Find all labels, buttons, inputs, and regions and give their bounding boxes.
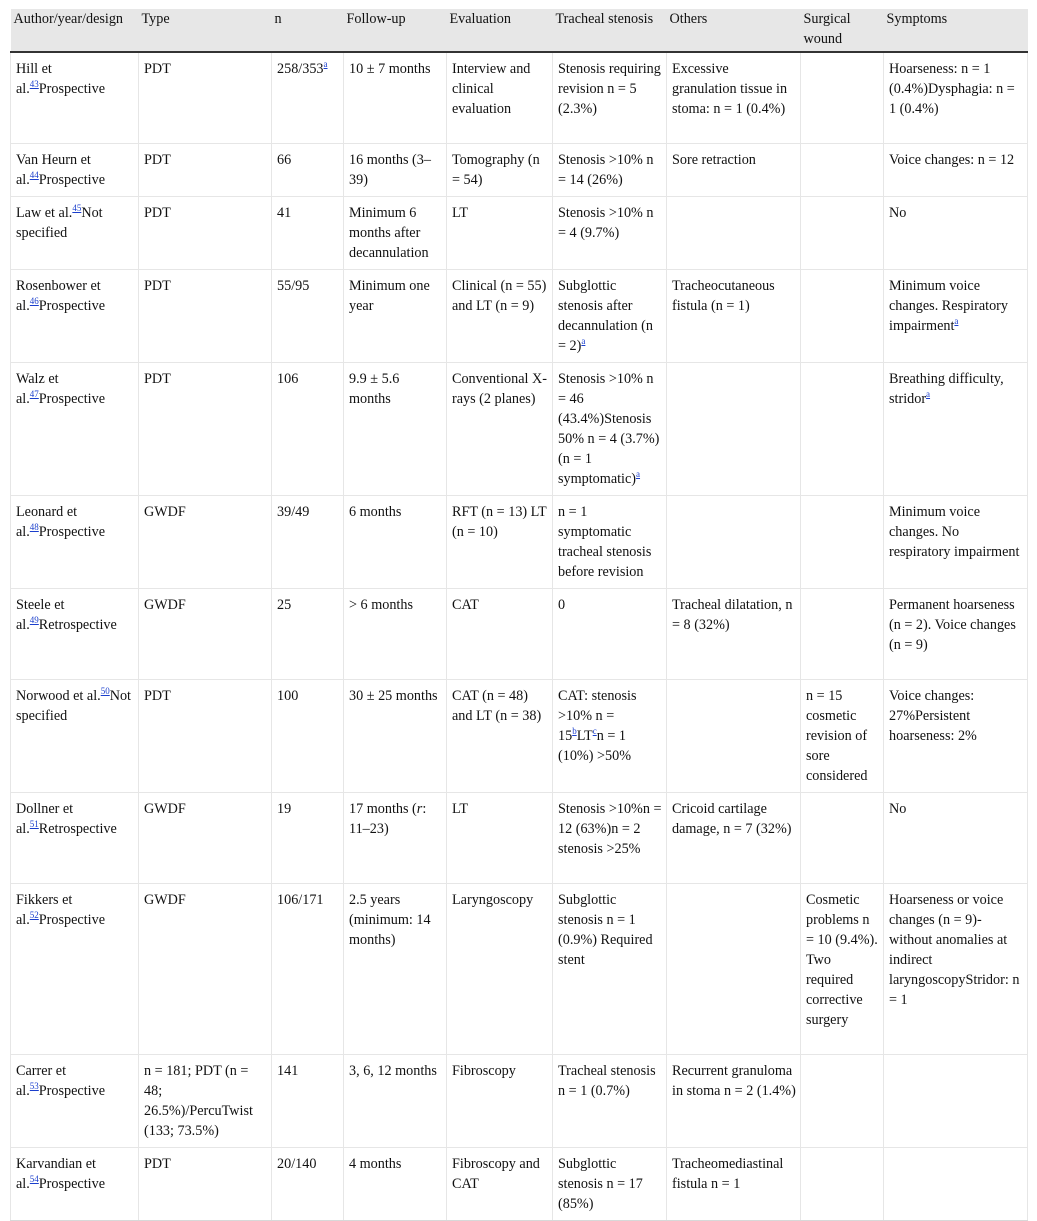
type-cell: PDT (139, 1147, 272, 1220)
others-cell (667, 362, 801, 495)
author-cell: Steele et al.$^{49}$Retrospective (11, 588, 139, 679)
table-row (11, 143, 1028, 196)
reference-link[interactable]: 54 (29, 1173, 39, 1184)
footnote-link[interactable]: a (323, 59, 328, 69)
stenosis-cell: Subglottic stenosis n = 1 (0.9%) Required stent (553, 883, 667, 1054)
reference-link[interactable]: 44 (29, 169, 39, 180)
followup-cell: > 6 months (344, 588, 447, 679)
reference-link[interactable]: 46 (29, 295, 39, 306)
evaluation-cell: Laryngoscopy (447, 883, 553, 1054)
symptoms-cell: Breathing difficulty, stridor$^a$ (884, 362, 1028, 495)
reference-link[interactable]: 53 (29, 1080, 39, 1091)
type-cell: n = 181; PDT (n = 48; 26.5%)/PercuTwist (133; 73.5%) (139, 1054, 272, 1147)
type-cell: GWDF (139, 792, 272, 883)
table-row (11, 883, 1028, 1054)
header-row (11, 9, 1028, 52)
wound-cell (801, 362, 884, 495)
symptoms-cell: Permanent hoarseness (n = 2). Voice changes (n = 9) (884, 588, 1028, 679)
stenosis-cell: Subglottic stenosis n = 17 (85%) (553, 1147, 667, 1220)
table-row (11, 52, 1028, 143)
stenosis-cell: Stenosis >10% n = 46 (43.4%)Stenosis 50% n = 4 (3.7%) (n = 1 symptomatic)$^a$ (553, 362, 667, 495)
evaluation-cell: Tomography (n = 54) (447, 143, 553, 196)
table-row (11, 588, 1028, 679)
followup-cell: 3, 6, 12 months (344, 1054, 447, 1147)
author-cell: Karvandian et al.$^{54}$Prospective (11, 1147, 139, 1220)
others-cell (667, 495, 801, 588)
footnote-link[interactable]: b (572, 725, 577, 736)
others-cell: Sore retraction (667, 143, 801, 196)
stenosis-cell: Subglottic stenosis after decannulation (n = 2)$^a$ (553, 269, 667, 362)
symptoms-cell: Minimum voice changes. Respiratory impairment$^a$ (884, 269, 1028, 362)
wound-cell (801, 269, 884, 362)
followup-cell: 4 months (344, 1147, 447, 1220)
table-row (11, 1147, 1028, 1220)
type-cell: GWDF (139, 883, 272, 1054)
stenosis-cell: Stenosis >10%n = 12 (63%)n = 2 stenosis >25% (553, 792, 667, 883)
n-cell: 41 (272, 196, 344, 269)
table-row (11, 495, 1028, 588)
type-cell: PDT (139, 143, 272, 196)
n-cell: 141 (272, 1054, 344, 1147)
followup-cell: 10 ± 7 months (344, 52, 447, 143)
col-stenosis-header: Tracheal stenosis (553, 9, 667, 52)
col-followup-header: Follow-up (344, 9, 447, 52)
stenosis-cell: CAT: stenosis >10% $n = 15^bLT^cn = 1$ (10%) >50% (553, 679, 667, 792)
symptoms-cell: Hoarseness or voice changes (n = 9)-without anomalies at indirect laryngoscopyStridor: n = 1 (884, 883, 1028, 1054)
wound-cell (801, 52, 884, 143)
symptoms-cell (884, 1054, 1028, 1147)
table-row (11, 792, 1028, 883)
author-cell: Van Heurn et al.$^{44}$Prospective (11, 143, 139, 196)
wound-cell (801, 196, 884, 269)
type-cell: PDT (139, 269, 272, 362)
n-cell: 100 (272, 679, 344, 792)
col-n-header: n (272, 9, 344, 52)
reference-link[interactable]: 48 (29, 521, 39, 532)
symptoms-cell (884, 1147, 1028, 1220)
others-cell: Recurrent granuloma in stoma n = 2 (1.4%) (667, 1054, 801, 1147)
type-cell: PDT (139, 362, 272, 495)
reference-link[interactable]: 52 (29, 909, 39, 920)
evaluation-cell: CAT (n = 48) and LT (n = 38) (447, 679, 553, 792)
author-cell: Walz et al.$^{47}$Prospective (11, 362, 139, 495)
followup-cell: Minimum one year (344, 269, 447, 362)
type-cell: GWDF (139, 588, 272, 679)
author-cell: Hill et al.$^{43}$Prospective (11, 52, 139, 143)
wound-cell (801, 143, 884, 196)
footnote-link[interactable]: a (926, 388, 931, 399)
evaluation-cell: Clinical (n = 55) and LT (n = 9) (447, 269, 553, 362)
others-cell (667, 679, 801, 792)
stenosis-cell: Stenosis requiring revision n = 5 (2.3%) (553, 52, 667, 143)
evaluation-cell: Fibroscopy and CAT (447, 1147, 553, 1220)
reference-link[interactable]: 49 (29, 614, 39, 625)
reference-link[interactable]: 45 (72, 202, 82, 213)
col-wound-header: Surgical wound (801, 9, 884, 52)
symptoms-cell: Voice changes: n = 12 (884, 143, 1028, 196)
followup-cell: 30 ± 25 months (344, 679, 447, 792)
others-cell: Tracheomediastinal fistula n = 1 (667, 1147, 801, 1220)
followup-cell: 16 months (3–39) (344, 143, 447, 196)
symptoms-cell: Minimum voice changes. No respiratory impairment (884, 495, 1028, 588)
n-cell: 106/171 (272, 883, 344, 1054)
author-cell: Rosenbower et al.$^{46}$Prospective (11, 269, 139, 362)
author-cell: Leonard et al.$^{48}$Prospective (11, 495, 139, 588)
n-cell: 20/140 (272, 1147, 344, 1220)
footnote-link[interactable]: c (592, 725, 597, 736)
wound-cell (801, 1147, 884, 1220)
stenosis-cell: 0 (553, 588, 667, 679)
evaluation-cell: CAT (447, 588, 553, 679)
footnote-link[interactable]: a (954, 315, 959, 326)
stenosis-cell: Tracheal stenosis n = 1 (0.7%) (553, 1054, 667, 1147)
reference-link[interactable]: 50 (100, 685, 110, 696)
evaluation-cell: RFT (n = 13) LT (n = 10) (447, 495, 553, 588)
stenosis-cell: Stenosis >10% n = 14 (26%) (553, 143, 667, 196)
table-row (11, 679, 1028, 792)
followup-cell: 6 months (344, 495, 447, 588)
followup-cell: 9.9 ± 5.6 months (344, 362, 447, 495)
type-cell: GWDF (139, 495, 272, 588)
others-cell: Tracheal dilatation, n = 8 (32%) (667, 588, 801, 679)
n-cell: 258/353$^a$ (272, 52, 344, 143)
wound-cell (801, 1054, 884, 1147)
col-author-header: Author/year/design (11, 9, 139, 52)
studies-table (10, 9, 1028, 1221)
n-cell: 66 (272, 143, 344, 196)
evaluation-cell: Interview and clinical evaluation (447, 52, 553, 143)
followup-cell: Minimum 6 months after decannulation (344, 196, 447, 269)
author-cell: Law et al.$^{45}$Not specified (11, 196, 139, 269)
others-cell: Tracheocutaneous fistula (n = 1) (667, 269, 801, 362)
reference-link[interactable]: 47 (29, 388, 39, 399)
table-row (11, 196, 1028, 269)
wound-cell: Cosmetic problems n = 10 (9.4%). Two required corrective surgery (801, 883, 884, 1054)
n-cell: 106 (272, 362, 344, 495)
symptoms-cell: Hoarseness: n = 1 (0.4%)Dysphagia: n = 1 (0.4%) (884, 52, 1028, 143)
n-cell: 55/95 (272, 269, 344, 362)
author-cell: Dollner et al.$^{51}$Retrospective (11, 792, 139, 883)
wound-cell (801, 495, 884, 588)
reference-link[interactable]: 51 (29, 818, 39, 829)
author-cell: Carrer et al.$^{53}$Prospective (11, 1054, 139, 1147)
n-cell: 39/49 (272, 495, 344, 588)
others-cell: Cricoid cartilage damage, n = 7 (32%) (667, 792, 801, 883)
wound-cell (801, 588, 884, 679)
evaluation-cell: Conventional X-rays (2 planes) (447, 362, 553, 495)
n-cell: 19 (272, 792, 344, 883)
stenosis-cell: n = 1 symptomatic tracheal stenosis before revision (553, 495, 667, 588)
others-cell (667, 883, 801, 1054)
table-row (11, 1054, 1028, 1147)
evaluation-cell: LT (447, 196, 553, 269)
symptoms-cell: No (884, 792, 1028, 883)
col-evaluation-header: Evaluation (447, 9, 553, 52)
type-cell: PDT (139, 196, 272, 269)
type-cell: PDT (139, 679, 272, 792)
footnote-link[interactable]: a (581, 335, 586, 346)
author-cell: Norwood et al.$^{50}$Not specified (11, 679, 139, 792)
followup-cell: 2.5 years (minimum: 14 months) (344, 883, 447, 1054)
reference-link[interactable]: 43 (29, 79, 39, 89)
wound-cell: n = 15 cosmetic revision of sore considered (801, 679, 884, 792)
wound-cell (801, 792, 884, 883)
author-cell: Fikkers et al.$^{52}$Prospective (11, 883, 139, 1054)
col-type-header: Type (139, 9, 272, 52)
evaluation-cell: LT (447, 792, 553, 883)
table-row (11, 269, 1028, 362)
evaluation-cell: Fibroscopy (447, 1054, 553, 1147)
stenosis-cell: Stenosis >10% n = 4 (9.7%) (553, 196, 667, 269)
symptoms-cell: No (884, 196, 1028, 269)
followup-cell: 17 months (r: 11–23) (344, 792, 447, 883)
others-cell: Excessive granulation tissue in stoma: n = 1 (0.4%) (667, 52, 801, 143)
others-cell (667, 196, 801, 269)
col-symptoms-header: Symptoms (884, 9, 1028, 52)
col-others-header: Others (667, 9, 801, 52)
table-row (11, 362, 1028, 495)
n-cell: 25 (272, 588, 344, 679)
symptoms-cell: Voice changes: 27%Persistent hoarseness: 2% (884, 679, 1028, 792)
footnote-link[interactable]: a (636, 468, 641, 479)
type-cell: PDT (139, 52, 272, 143)
